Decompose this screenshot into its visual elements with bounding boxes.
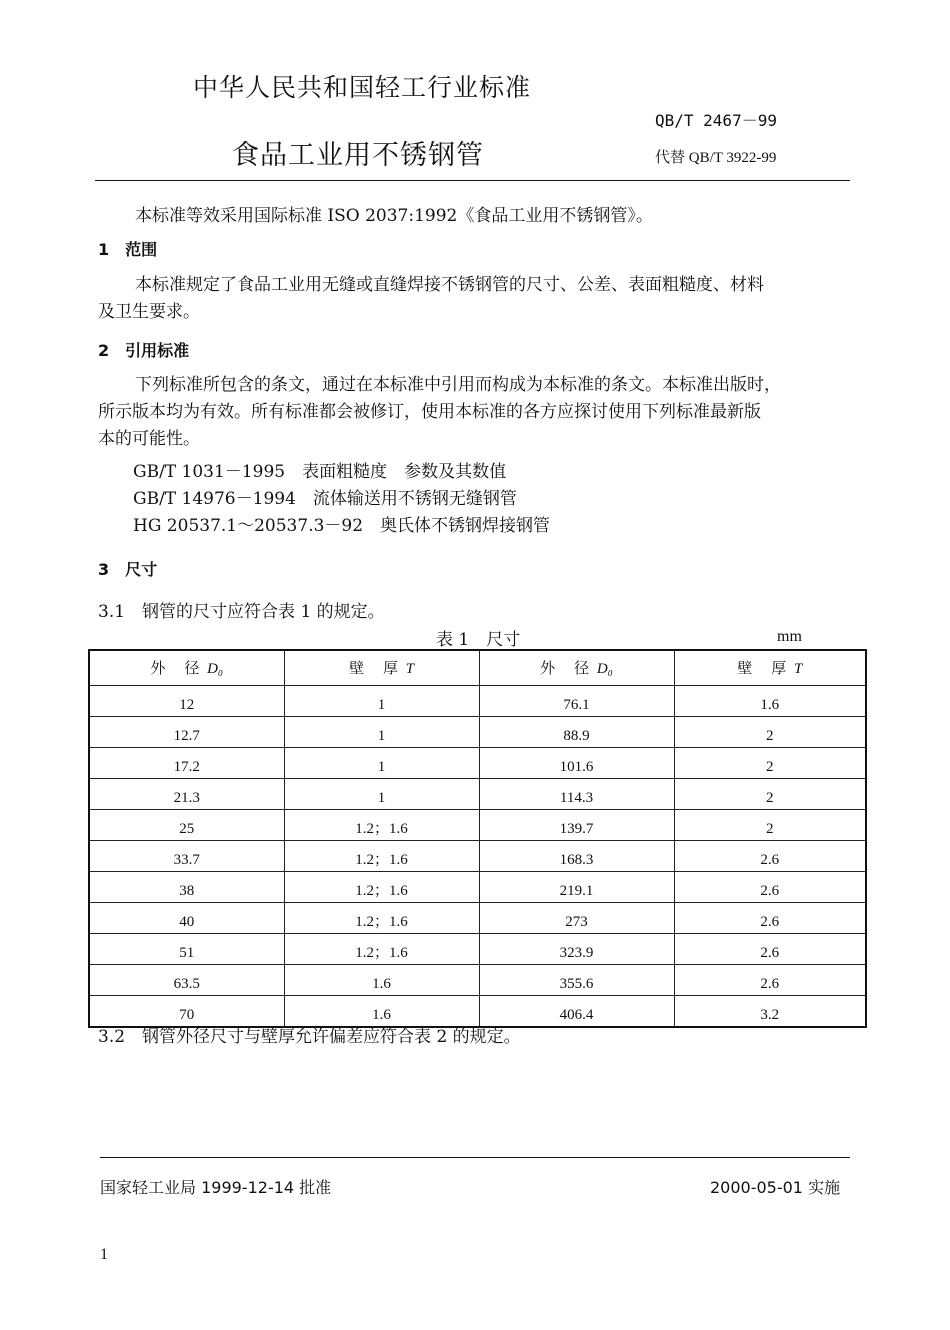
table-cell: 2 [674,810,866,841]
approval-note: 国家轻工业局 1999-12-14 批准 [100,1178,332,1197]
table-cell: 1 [284,717,479,748]
header-wall-thickness: 壁 厚 T [674,650,866,686]
header-outer-diameter: 外 径 D₀ [479,650,674,686]
standard-code: QB/T 2467－99 [655,111,777,130]
implementation-note: 2000-05-01 实施 [710,1178,841,1197]
table-cell: 1.2；1.6 [284,903,479,934]
table-row [89,748,866,779]
section-3-heading: 3 尺寸 [98,560,158,579]
table-cell: 406.4 [479,996,674,1028]
table-cell: 139.7 [479,810,674,841]
table-cell: 273 [479,903,674,934]
table-cell: 2.6 [674,841,866,872]
table-cell: 70 [89,996,284,1028]
table-caption: 表 1 尺寸 [436,630,521,650]
section-2-line: 所示版本均为有效。所有标准都会被修订，使用本标准的各方应探讨使用下列标准最新版 [98,402,761,422]
table-cell: 1.2；1.6 [284,872,479,903]
header-outer-diameter: 外 径 D₀ [89,650,284,686]
table-cell: 1 [284,779,479,810]
section-1-heading: 1 范围 [98,240,158,259]
table-cell: 51 [89,934,284,965]
table-cell: 1.6 [284,965,479,996]
section-2-line: 本的可能性。 [98,429,200,449]
table-cell: 355.6 [479,965,674,996]
section-2-heading: 2 引用标准 [98,341,190,360]
table-cell: 1.2；1.6 [284,810,479,841]
table-cell: 12.7 [89,717,284,748]
table-cell: 38 [89,872,284,903]
table-cell: 2 [674,717,866,748]
table-cell: 1.6 [284,996,479,1028]
table-cell: 2.6 [674,872,866,903]
table-cell: 2 [674,779,866,810]
table-row [89,841,866,872]
table-row [89,934,866,965]
table-row [89,872,866,903]
table-cell: 1.2；1.6 [284,934,479,965]
section-2-body [98,372,863,453]
table-header-row [89,650,866,686]
table-cell: 1.6 [674,686,866,717]
table-cell: 40 [89,903,284,934]
table-cell: 33.7 [89,841,284,872]
section-2-line: 下列标准所包含的条文，通过在本标准中引用而构成为本标准的条文。本标准出版时， [135,375,781,395]
clause-3-1: 3.1 钢管的尺寸应符合表 1 的规定。 [98,602,385,622]
replaces-note: 代替 QB/T 3922-99 [655,150,777,166]
table-cell: 219.1 [479,872,674,903]
table-cell: 3.2 [674,996,866,1028]
table-cell: 88.9 [479,717,674,748]
dimensions-table [88,649,867,1028]
table-row [89,903,866,934]
section-1-line: 及卫生要求。 [98,302,200,322]
reference-item: GB/T 14976－1994 流体输送用不锈钢无缝钢管 [133,489,517,509]
table-unit: mm [777,628,802,645]
table-cell: 168.3 [479,841,674,872]
header-wall-thickness: 壁 厚 T [284,650,479,686]
table-cell: 63.5 [89,965,284,996]
agency-title: 中华人民共和国轻工行业标准 [193,73,532,102]
table-row [89,810,866,841]
table-row [89,779,866,810]
reference-item: GB/T 1031－1995 表面粗糙度 参数及其数值 [133,462,507,482]
table-cell: 114.3 [479,779,674,810]
table-cell: 25 [89,810,284,841]
document-title: 食品工业用不锈钢管 [232,140,484,171]
table-cell: 1.2；1.6 [284,841,479,872]
table-row [89,686,866,717]
header-rule [95,180,850,181]
table-cell: 1 [284,748,479,779]
reference-list [133,459,833,540]
table-cell: 1 [284,686,479,717]
table-cell: 21.3 [89,779,284,810]
table-cell: 2.6 [674,965,866,996]
table-cell: 2.6 [674,934,866,965]
section-1-line: 本标准规定了食品工业用无缝或直缝焊接不锈钢管的尺寸、公差、表面粗糙度、材料 [135,275,764,295]
table-cell: 323.9 [479,934,674,965]
table-cell: 12 [89,686,284,717]
page-number: 1 [100,1246,108,1263]
table-cell: 17.2 [89,748,284,779]
reference-item: HG 20537.1～20537.3－92 奥氏体不锈钢焊接钢管 [133,516,551,536]
table-row [89,965,866,996]
table-cell: 101.6 [479,748,674,779]
clause-3-2: 3.2 钢管外径尺寸与壁厚允许偏差应符合表 2 的规定。 [98,1027,521,1047]
table-row [89,717,866,748]
table-cell: 76.1 [479,686,674,717]
section-1-body [98,272,858,326]
table-cell: 2.6 [674,903,866,934]
table-cell: 2 [674,748,866,779]
footer-rule [100,1157,850,1158]
intro-text: 本标准等效采用国际标准 ISO 2037:1992《食品工业用不锈钢管》。 [135,206,653,226]
